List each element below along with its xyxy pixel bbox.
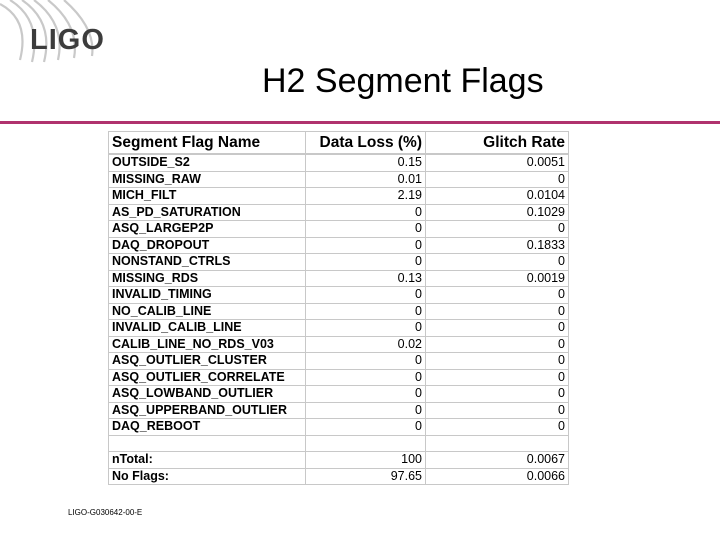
document-id: LIGO-G030642-00-E <box>68 508 143 517</box>
glitch-rate-cell: 0.0104 <box>426 188 569 205</box>
glitch-rate-cell: 0.0066 <box>426 468 569 485</box>
data-loss-cell: 2.19 <box>306 188 426 205</box>
glitch-rate-cell <box>426 435 569 452</box>
data-loss-cell: 0.15 <box>306 154 426 171</box>
data-loss-cell: 0 <box>306 254 426 271</box>
table-row <box>109 386 569 403</box>
table-row <box>109 154 569 171</box>
flag-name-cell: NONSTAND_CTRLS <box>109 254 306 271</box>
data-loss-cell: 0 <box>306 287 426 304</box>
flag-name-cell: NO_CALIB_LINE <box>109 303 306 320</box>
table-header-row <box>109 132 569 155</box>
glitch-rate-cell: 0 <box>426 419 569 436</box>
glitch-rate-cell: 0.0051 <box>426 154 569 171</box>
data-loss-cell: 0 <box>306 204 426 221</box>
glitch-rate-cell: 0 <box>426 336 569 353</box>
flag-name-cell: AS_PD_SATURATION <box>109 204 306 221</box>
segment-flags-table <box>108 131 569 485</box>
data-loss-cell: 0.13 <box>306 270 426 287</box>
table-row <box>109 468 569 485</box>
table-row <box>109 452 569 469</box>
table-row <box>109 254 569 271</box>
glitch-rate-cell: 0.1833 <box>426 237 569 254</box>
column-header: Segment Flag Name <box>109 132 306 155</box>
glitch-rate-cell: 0 <box>426 254 569 271</box>
data-loss-cell: 0 <box>306 303 426 320</box>
data-loss-cell: 0 <box>306 369 426 386</box>
glitch-rate-cell: 0 <box>426 386 569 403</box>
flag-name-cell: INVALID_TIMING <box>109 287 306 304</box>
table-row <box>109 303 569 320</box>
flag-name-cell: nTotal: <box>109 452 306 469</box>
glitch-rate-cell: 0.0019 <box>426 270 569 287</box>
flag-name-cell: DAQ_DROPOUT <box>109 237 306 254</box>
flag-name-cell: MISSING_RAW <box>109 171 306 188</box>
title-divider <box>0 121 720 124</box>
data-loss-cell: 0 <box>306 386 426 403</box>
slide-title: H2 Segment Flags <box>262 62 544 100</box>
data-loss-cell: 0 <box>306 221 426 238</box>
flag-name-cell: DAQ_REBOOT <box>109 419 306 436</box>
data-loss-cell: 0.01 <box>306 171 426 188</box>
glitch-rate-cell: 0 <box>426 353 569 370</box>
glitch-rate-cell: 0 <box>426 369 569 386</box>
table-row <box>109 221 569 238</box>
table-row <box>109 336 569 353</box>
flag-name-cell: ASQ_OUTLIER_CLUSTER <box>109 353 306 370</box>
flag-name-cell: No Flags: <box>109 468 306 485</box>
flag-name-cell: ASQ_LARGEP2P <box>109 221 306 238</box>
table-row <box>109 188 569 205</box>
data-loss-cell: 0 <box>306 353 426 370</box>
table-row <box>109 419 569 436</box>
data-loss-cell: 100 <box>306 452 426 469</box>
table-row <box>109 287 569 304</box>
flag-name-cell <box>109 435 306 452</box>
glitch-rate-cell: 0 <box>426 402 569 419</box>
flag-name-cell: MISSING_RDS <box>109 270 306 287</box>
flag-name-cell: ASQ_OUTLIER_CORRELATE <box>109 369 306 386</box>
column-header: Glitch Rate <box>426 132 569 155</box>
glitch-rate-cell: 0 <box>426 171 569 188</box>
flag-name-cell: MICH_FILT <box>109 188 306 205</box>
data-loss-cell: 97.65 <box>306 468 426 485</box>
flag-name-cell: ASQ_UPPERBAND_OUTLIER <box>109 402 306 419</box>
table-row <box>109 402 569 419</box>
glitch-rate-cell: 0 <box>426 287 569 304</box>
glitch-rate-cell: 0 <box>426 303 569 320</box>
column-header: Data Loss (%) <box>306 132 426 155</box>
flag-name-cell: CALIB_LINE_NO_RDS_V03 <box>109 336 306 353</box>
flag-name-cell: ASQ_LOWBAND_OUTLIER <box>109 386 306 403</box>
glitch-rate-cell: 0.1029 <box>426 204 569 221</box>
flag-name-cell: OUTSIDE_S2 <box>109 154 306 171</box>
table-row <box>109 353 569 370</box>
table-row <box>109 435 569 452</box>
data-loss-cell: 0 <box>306 320 426 337</box>
table-row <box>109 171 569 188</box>
data-loss-cell: 0.02 <box>306 336 426 353</box>
flag-name-cell: INVALID_CALIB_LINE <box>109 320 306 337</box>
glitch-rate-cell: 0 <box>426 320 569 337</box>
table-row <box>109 320 569 337</box>
table-row <box>109 270 569 287</box>
data-loss-cell: 0 <box>306 419 426 436</box>
ligo-logo: LIGO <box>30 24 105 56</box>
table-row <box>109 204 569 221</box>
glitch-rate-cell: 0 <box>426 221 569 238</box>
table-row <box>109 369 569 386</box>
data-loss-cell <box>306 435 426 452</box>
data-loss-cell: 0 <box>306 402 426 419</box>
data-loss-cell: 0 <box>306 237 426 254</box>
glitch-rate-cell: 0.0067 <box>426 452 569 469</box>
table-row <box>109 237 569 254</box>
